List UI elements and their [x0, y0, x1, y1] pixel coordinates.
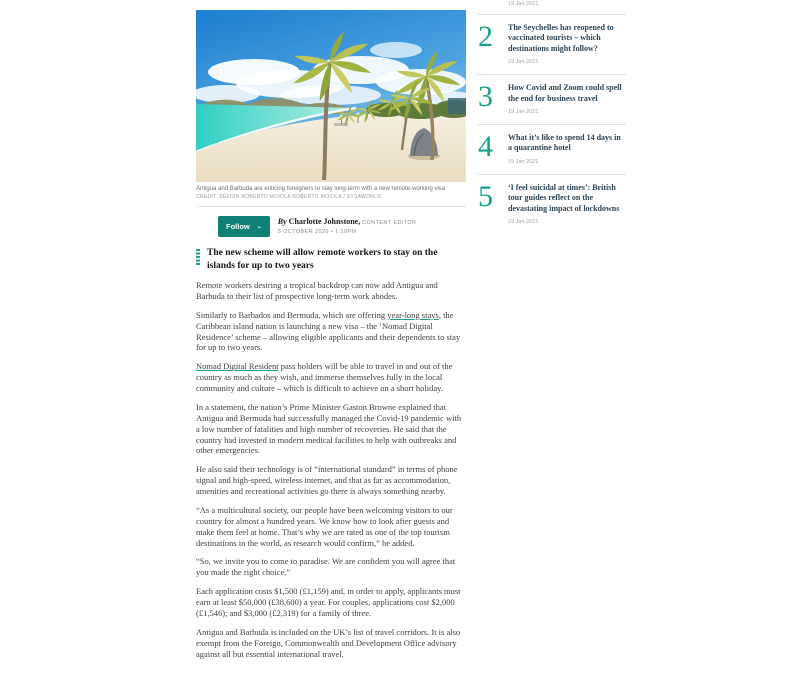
article-paragraph	[196, 586, 466, 619]
standfirst	[196, 247, 466, 273]
sidebar-article-item[interactable]	[476, 174, 626, 234]
paragraph-text: He also said their technology is of “international standard” in terms of phone signal and high-speed, wireless internet, and that as far as accommodation, amenities and recreational activities go there is always something nearby.	[196, 464, 458, 497]
article-paragraph	[196, 361, 466, 394]
paragraph-text: “As a multicultural society, our people have been welcoming visitors to our country for almost a hundred years. We know how to look after guests and make them feel at home. That’s why we are rated as one of the top tourism destinations in the world, as research would confirm,” he added.	[196, 504, 453, 548]
paragraph-text: , the Caribbean island nation is launching a new visa – the ‘Nomad Digital Residence’ scheme – allowing eligible applicants and their dependents to stay for up to two years.	[196, 309, 461, 353]
sidebar-item-body	[508, 133, 626, 165]
sidebar-item-title[interactable]: ‘I feel suicidal at times’: British tour guides reflect on the devastating impact of lockdowns	[508, 182, 620, 213]
follow-label: Follow	[226, 222, 250, 232]
sidebar-item-title[interactable]: What it’s like to spend 14 days in a quarantine hotel	[508, 132, 621, 153]
article-paragraph	[196, 310, 466, 354]
inline-link[interactable]: Nomad Digital Resident	[196, 361, 279, 372]
article-main-column	[196, 10, 466, 667]
sidebar-article-item[interactable]	[476, 74, 626, 124]
author-role: CONTENT EDITOR	[360, 220, 417, 227]
article-paragraph	[196, 627, 466, 660]
sidebar-item-date: 19 Jan 2021	[508, 218, 539, 225]
sidebar-item-title[interactable]: The Seychelles has reopened to vaccinated tourists – which destinations might follow?	[508, 23, 614, 53]
author-name[interactable]: Charlotte Johnstone,	[288, 217, 361, 227]
article-paragraph	[196, 464, 466, 497]
byline-prefix: By	[277, 217, 289, 227]
sidebar-item-body	[508, 83, 626, 115]
sidebar-item-date: 19 Jan 2021	[508, 158, 539, 165]
paragraph-text: Remote workers desiring a tropical backdrop can now add Antigua and Barbuda to their list of prospective long-term work abodes.	[196, 280, 438, 301]
rank-number: 5	[478, 179, 493, 213]
article-paragraph	[196, 505, 466, 549]
paragraph-text: Similarly to Barbados and Bermuda, which are offering	[196, 309, 388, 320]
sidebar-list	[476, 14, 626, 234]
sidebar-item-body	[508, 23, 626, 65]
sidebar-top-date: 19 Jan 2021	[508, 1, 539, 7]
byline-row	[218, 216, 466, 237]
sidebar-item-date: 19 Jan 2021	[508, 59, 539, 66]
sidebar-article-item[interactable]	[476, 124, 626, 174]
publish-date: 5 OCTOBER 2020 • 1:10PM	[277, 229, 357, 236]
anchor-icon	[196, 249, 200, 266]
standfirst-text: The new scheme will allow remote workers to stay on the islands for up to two years	[207, 248, 438, 272]
image-caption: Antigua and Barbuda are enticing foreigners to stay long-term with a new remote-working visa	[196, 186, 446, 192]
paragraph-text: Each application costs $1,500 (£1,159) and, in order to apply, applicants must earn at least $50,000 (£38,600) a year. For couples, applications cost $2,000 (£1,546); and $3,000 (£2,319) for a family of three.	[196, 586, 461, 618]
follow-button[interactable]	[218, 216, 270, 237]
rank-number: 3	[478, 80, 493, 114]
article-paragraph	[196, 556, 466, 578]
most-read-sidebar	[476, 0, 626, 234]
rank-number: 4	[478, 129, 493, 163]
paragraph-text: In a statement, the nation’s Prime Minister Gaston Browne explained that Antigua and Bermuda had successfully managed the Covid-19 pandemic with a low number of fatalities and high number of recoveries. He said that the country had invested in modern medical facilities to help with outbreaks and other emergencies.	[196, 401, 462, 456]
sidebar-article-item[interactable]	[476, 14, 626, 74]
inline-link[interactable]: year-long stays	[387, 309, 439, 320]
article-paragraph	[196, 402, 466, 456]
sidebar-item-body	[508, 183, 626, 225]
paragraph-text: Antigua and Barbuda is included on the UK’s list of travel corridors. It is also exempt from the Foreign, Commonwealth and Development Office advisory against all but essential international travel.	[196, 626, 461, 659]
hero-beach-image	[196, 10, 466, 182]
article-paragraph	[196, 280, 466, 302]
chevron-down-icon: ⌄	[256, 223, 262, 230]
rank-number: 2	[478, 20, 493, 53]
caption-divider	[196, 206, 466, 207]
paragraph-text: pass holders will be able to travel in and out of the country as much as they wish, and immerse themselves fully in the local community and culture – which is difficult to achieve on a short holiday.	[196, 361, 453, 394]
byline	[278, 217, 417, 226]
sidebar-item-title[interactable]: How Covid and Zoom could spell the end for business travel	[508, 83, 622, 103]
byline-meta	[278, 216, 417, 235]
image-credit: CREDIT: SEZION ROBERTO MOIOLA ROBERTO MOIOLA / SYSAWORLD	[196, 194, 382, 201]
paragraph-text: “So, we invite you to come to paradise. We are confident you will agree that you made the right choice.”	[196, 556, 456, 578]
article-body	[196, 280, 466, 659]
sidebar-item-date: 19 Jan 2021	[508, 108, 539, 115]
